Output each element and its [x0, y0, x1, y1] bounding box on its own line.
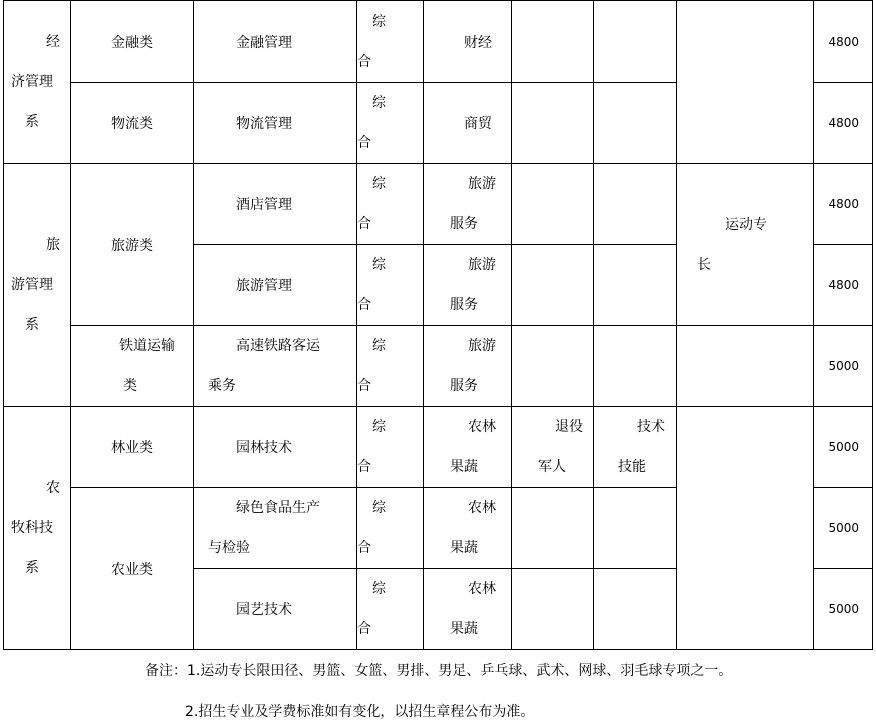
- dept-text: 经: [46, 34, 60, 50]
- note-cell: [677, 1, 814, 164]
- plan-cell: [594, 407, 677, 488]
- fee-cell: [814, 164, 873, 245]
- fee-cell: [814, 83, 873, 164]
- plan-cell: [512, 164, 594, 245]
- group-text: 服务: [450, 297, 478, 313]
- exam-type-cell: [357, 569, 424, 650]
- major-text: 绿色食品生产: [236, 500, 320, 516]
- major-cell: [194, 83, 357, 164]
- major-cell: [194, 488, 357, 569]
- plan-cell: [594, 569, 677, 650]
- fee-cell: [814, 407, 873, 488]
- dept-text: 农: [46, 480, 60, 496]
- enrollment-table: [3, 0, 873, 650]
- exam-type-cell: [357, 245, 424, 326]
- fee-cell: [814, 1, 873, 83]
- group-text: 服务: [450, 216, 478, 232]
- dept-text: 系: [25, 560, 39, 576]
- group-text: 旅游: [468, 176, 496, 192]
- plan-cell: [512, 569, 594, 650]
- group-text: 旅游: [468, 257, 496, 273]
- note-text: 运动专: [725, 216, 767, 233]
- major-cell: [194, 245, 357, 326]
- fee-text: 5000: [828, 521, 859, 535]
- plan-text: 退役: [555, 419, 583, 435]
- exam-type-text: 合: [357, 135, 371, 151]
- fee-cell: [814, 245, 873, 326]
- exam-type-text: 合: [357, 621, 371, 637]
- category-text: 物流类: [111, 116, 153, 132]
- group-cell: [424, 164, 512, 245]
- category-text: 类: [123, 378, 137, 394]
- fee-cell: [814, 488, 873, 569]
- fee-text: 4800: [828, 278, 859, 292]
- exam-type-text: 合: [357, 540, 371, 556]
- dept-cell: [4, 407, 71, 650]
- group-text: 旅游: [468, 338, 496, 354]
- category-text: 旅游类: [111, 237, 153, 254]
- major-cell: [194, 164, 357, 245]
- dept-text: 系: [25, 317, 39, 333]
- group-text: 商贸: [464, 116, 492, 132]
- group-text: 农林: [468, 500, 496, 516]
- group-text: 财经: [464, 34, 492, 51]
- fee-text: 4800: [828, 34, 859, 49]
- major-cell: [194, 1, 357, 83]
- exam-type-text: 合: [357, 459, 371, 475]
- plan-cell: [594, 83, 677, 164]
- plan-cell: [594, 1, 677, 83]
- dept-cell: [4, 1, 71, 164]
- exam-type-text: 合: [357, 297, 371, 313]
- category-text: 金融类: [111, 34, 153, 51]
- group-text: 农林: [468, 419, 496, 435]
- plan-text: 军人: [538, 459, 566, 475]
- remark-line-1: 备注：1.运动专长限田径、男篮、女篮、男排、男足、乒乓球、武术、网球、羽毛球专项之一。: [145, 663, 733, 679]
- exam-type-text: 合: [357, 216, 371, 232]
- plan-cell: [512, 245, 594, 326]
- group-text: 果蔬: [450, 459, 478, 475]
- major-text: 高速铁路客运: [236, 338, 320, 354]
- group-text: 果蔬: [450, 540, 478, 556]
- plan-text: 技能: [618, 459, 646, 475]
- group-cell: [424, 407, 512, 488]
- dept-text: 济管理: [11, 74, 53, 90]
- exam-type-text: 综: [372, 500, 386, 516]
- exam-type-cell: [357, 83, 424, 164]
- category-cell: [71, 326, 194, 407]
- exam-type-text: 综: [372, 13, 386, 30]
- group-cell: [424, 245, 512, 326]
- note-cell: [677, 326, 814, 407]
- group-cell: [424, 83, 512, 164]
- exam-type-text: 综: [372, 95, 386, 111]
- plan-cell: [594, 245, 677, 326]
- major-text: 乘务: [208, 378, 236, 394]
- major-text: 酒店管理: [236, 197, 292, 213]
- table-row: [4, 326, 873, 407]
- major-text: 物流管理: [236, 116, 292, 132]
- fee-text: 5000: [828, 602, 859, 616]
- plan-cell: [594, 326, 677, 407]
- table-row: [4, 407, 873, 488]
- table-row: [4, 164, 873, 245]
- plan-cell: [594, 164, 677, 245]
- category-cell: [71, 83, 194, 164]
- major-text: 旅游管理: [236, 278, 292, 294]
- major-text: 金融管理: [236, 34, 292, 51]
- major-cell: [194, 569, 357, 650]
- dept-text: 系: [25, 114, 39, 130]
- major-text: 园艺技术: [236, 602, 292, 618]
- note-cell: [677, 164, 814, 326]
- category-cell: [71, 1, 194, 83]
- category-cell: [71, 164, 194, 326]
- dept-text: 游管理: [11, 277, 53, 293]
- group-cell: [424, 326, 512, 407]
- fee-text: 4800: [828, 197, 859, 211]
- fee-cell: [814, 569, 873, 650]
- group-text: 农林: [468, 581, 496, 597]
- category-cell: [71, 488, 194, 650]
- major-text: 与检验: [208, 540, 250, 556]
- note-cell: [677, 407, 814, 650]
- exam-type-cell: [357, 1, 424, 83]
- category-text: 林业类: [111, 440, 153, 456]
- fee-text: 5000: [828, 440, 859, 454]
- group-cell: [424, 1, 512, 83]
- major-cell: [194, 326, 357, 407]
- fee-text: 4800: [828, 116, 859, 130]
- plan-cell: [594, 488, 677, 569]
- exam-type-text: 综: [372, 419, 386, 435]
- plan-cell: [512, 83, 594, 164]
- plan-cell: [512, 407, 594, 488]
- exam-type-cell: [357, 407, 424, 488]
- group-cell: [424, 569, 512, 650]
- exam-type-text: 综: [372, 338, 386, 354]
- exam-type-text: 合: [357, 53, 371, 70]
- group-text: 果蔬: [450, 621, 478, 637]
- major-cell: [194, 407, 357, 488]
- group-text: 服务: [450, 378, 478, 394]
- plan-text: 技术: [637, 419, 665, 435]
- plan-cell: [512, 488, 594, 569]
- exam-type-text: 综: [372, 176, 386, 192]
- exam-type-text: 综: [372, 257, 386, 273]
- remark-line-2: 2.招生专业及学费标准如有变化，以招生章程公布为准。: [185, 704, 535, 720]
- dept-text: 旅: [46, 237, 60, 253]
- plan-cell: [512, 1, 594, 83]
- exam-type-text: 综: [372, 581, 386, 597]
- exam-type-cell: [357, 326, 424, 407]
- dept-text: 牧科技: [11, 520, 53, 536]
- major-text: 园林技术: [236, 440, 292, 456]
- fee-cell: [814, 326, 873, 407]
- category-cell: [71, 407, 194, 488]
- group-cell: [424, 488, 512, 569]
- exam-type-cell: [357, 488, 424, 569]
- table-row: [4, 1, 873, 83]
- category-text: 铁道运输: [119, 338, 175, 354]
- dept-cell: [4, 164, 71, 407]
- fee-text: 5000: [828, 359, 859, 373]
- category-text: 农业类: [111, 561, 153, 578]
- plan-cell: [512, 326, 594, 407]
- exam-type-text: 合: [357, 378, 371, 394]
- exam-type-cell: [357, 164, 424, 245]
- note-text: 长: [697, 256, 711, 273]
